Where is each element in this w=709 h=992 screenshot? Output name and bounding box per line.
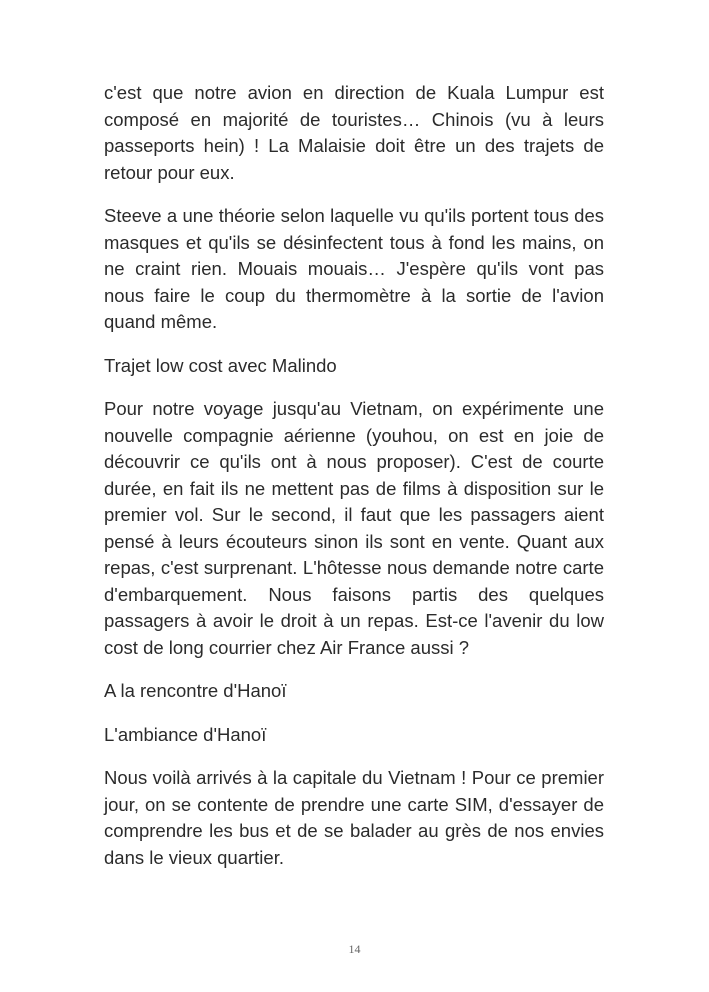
paragraph-flight-passengers: c'est que notre avion en direction de Kuala Lumpur est composé en majorité de touristes… Chinois (vu à leurs passeports hein) ! La Malaisie doit être un des trajets de retour pour eux. xyxy=(104,82,604,183)
section-heading-low-cost: Trajet low cost avec Malindo xyxy=(104,354,337,376)
paragraph-malindo-experience: Pour notre voyage jusqu'au Vietnam, on expérimente une nouvelle compagnie aérienne (youhou, on est en joie de découvrir ce qu'ils ont à nous proposer). C'est de courte durée, en fait ils ne mettent pas de films à disposition sur le premier vol. Sur le second, il faut que les passagers aient pensé à leurs écouteurs sinon ils sont en vente. Quant aux repas, c'est surprenant. L'hôtesse nous demande notre carte d'embarquement. Nous faisons partis des quelques passagers à avoir le droit à un repas. Est-ce l'avenir du low cost de long courrier chez Air France aussi ? xyxy=(104,398,604,658)
paragraph-masks-theory: Steeve a une théorie selon laquelle vu qu'ils portent tous des masques et qu'ils se désinfectent tous à fond les mains, on ne craint rien. Mouais mouais… J'espère qu'ils vont pas nous faire le coup du thermomètre à la sortie de l'avion quand même. xyxy=(104,205,604,332)
section-heading-hanoi-meeting: A la rencontre d'Hanoï xyxy=(104,680,287,701)
page-number: 14 xyxy=(348,942,361,956)
document-body xyxy=(104,80,604,888)
section-heading-hanoi-ambiance: L'ambiance d'Hanoï xyxy=(104,723,267,745)
paragraph-arrival-hanoi: Nous voilà arrivés à la capitale du Vietnam ! Pour ce premier jour, on se contente de prendre une carte SIM, d'essayer de comprendre les bus et de se balader au grès de nos envies dans le vieux quartier. xyxy=(104,767,604,868)
